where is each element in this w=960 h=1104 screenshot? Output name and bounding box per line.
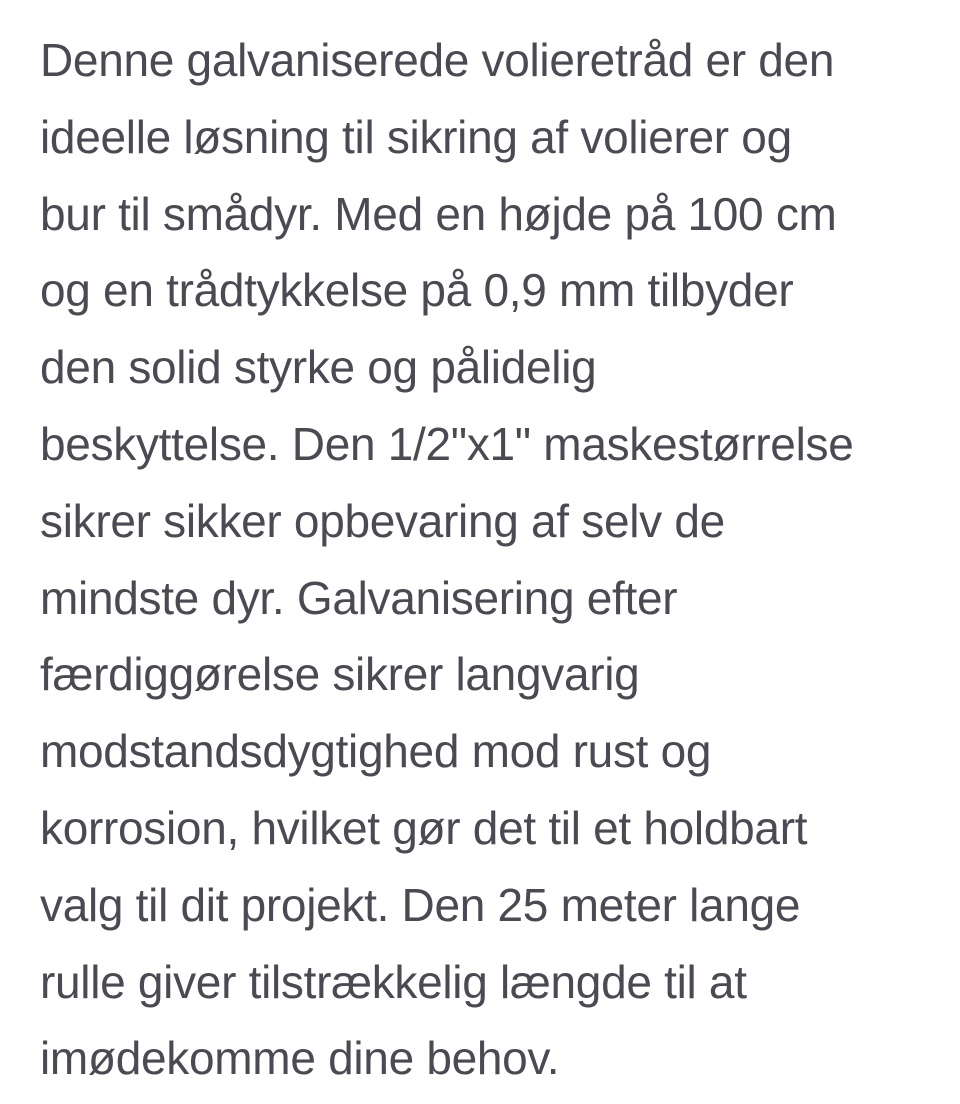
description-line: færdiggørelse sikrer langvarig — [40, 648, 640, 701]
description-line: og en trådtykkelse på 0,9 mm tilbyder — [40, 264, 794, 317]
description-line: rulle giver tilstrækkelig længde til at — [40, 955, 747, 1008]
description-line: Denne galvaniserede volieretråd er den — [40, 34, 835, 86]
description-line: imødekomme dine behov. — [40, 1032, 560, 1085]
description-line: valg til dit projekt. Den 25 meter lange — [40, 878, 801, 931]
description-line: den solid styrke og pålidelig — [40, 341, 597, 394]
description-line: mindste dyr. Galvanisering efter — [40, 571, 678, 624]
description-line: ideelle løsning til sikring af volierer og — [40, 110, 792, 163]
description-line: korrosion, hvilket gør det til et holdbart — [40, 801, 808, 854]
description-line: beskyttelse. Den 1/2"x1" maskestørrelse — [40, 417, 854, 470]
description-line: sikrer sikker opbevaring af selv de — [40, 494, 725, 547]
description-line: modstandsdygtighed mod rust og — [40, 725, 712, 778]
description-line: bur til smådyr. Med en højde på 100 cm — [40, 187, 837, 240]
